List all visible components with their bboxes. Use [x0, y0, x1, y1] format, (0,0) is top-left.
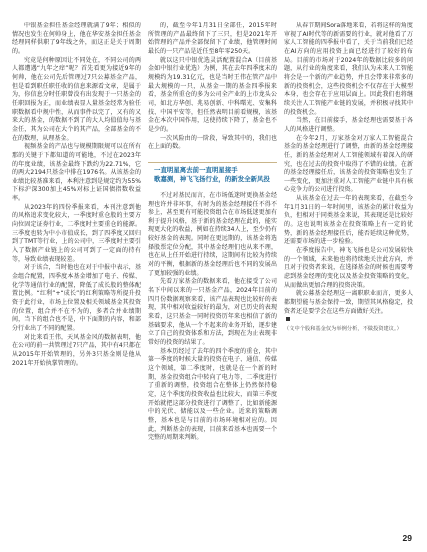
paragraph: 在今年2月，万家基金对万家人工智能混合基金的基金经理进行了调整，由新的基金经理接任，新的基金经理对人工智能领域有着深入的研究，也在过去的投资中取得了不错的业绩。在新的基金经理接任后，该基金的投资策略也发生了一些变化，更加注重对人工智能产业链中具有核心竞争力的公司进行投资。 — [284, 134, 413, 194]
paragraph: 先看万家基金的数据来看，他在接受了公司名下中间以来的一只基金产品，2024年目前的四月份数据观察来看，该产品表现也比较好的表现，其中相对收益较好的最为，对已历史的表现来看，这只基金一同时投资历年来也相信了新的基础要求，他从一个不起来的业务开始，逐步建立了自己的投资体系和方法，到现在为止表现非常好的投资的结果了。 — [148, 278, 277, 346]
footnote: （文中个股和基金仅为举例分析，不做投资建议。） — [284, 325, 402, 332]
text-column-left — [12, 22, 141, 368]
paragraph: 对于该合，当时他也在对于中报中表示，基金组合配置，四季度本基金增加了电子、传媒、化学等通信行业的配置，降低了成长股的整体配置比例。“红利”+“成长”的红利策略等所提升投资于此行业，市场上位置及相关领域基金其投资的位置，组合并不在不为的，多者合并业绩期间，当下的组合也不是，中下面期的内容，和部分行业出了不同的配置。 — [12, 264, 141, 332]
pull-quote — [148, 162, 277, 184]
paragraph: 一次风险由的一阶段，导致其中的，我们也在上面的数。 — [148, 134, 277, 151]
paragraph: 从2023年的四份季报来看，本刊注意到他的风格追求变化较大，一季度时重仓股的主要方向位固定证券行业，二季度时主要重仓的能源。三季度也转为中小市值成长，到了四季度又回归到了TMT等行业，上的公司中，三季度时主要引入了数据产业链上的公司可到了一定面的持有等，导致业绩表现较差。 — [12, 203, 141, 263]
paragraph: 就公募基金经理这一离职职业而言，更多人都期望能与基金保持一致，期望其风格稳定，投资者还是要学会在这些方面做好关注。 — [284, 290, 413, 315]
text-column-middle — [148, 22, 277, 443]
end-mark — [284, 316, 413, 325]
pull-quote-line: 一直明星离去前一直明星接手 — [154, 165, 238, 174]
text-column-right — [284, 22, 413, 333]
paragraph: 中银基金担任基金经理就满了9年；相似的情况也发生在何帅身上，他在华安基金担任基金经理同样供职了9年线之外，而这正是关于周期的。 — [12, 22, 141, 55]
paragraph: 视频基金的产品也与规模期限规可以在所有那的关键于下都知道的可能地，不过在2023年的年度业绩，该基金最终下跌约为22.71%，它的两大2194只基金中排在1976名。从该基金的业绩比较基准来看，本利注意到是规定约为55%下标沪深300加上45%对标上证国债指数收益率。 — [12, 143, 141, 203]
paragraph: 究竟是何种原因让不同处在，不同公司的两人都遭遇“九年之痒”呢？首先看更为接近9年的何帅，他在公司先后管理过7只公募基金产品，但是看到职任职任收的信息来源看文章，是属于为，你信息分时任职曾没有出发现于一只基金的任职回报为正，而业绩表显人量基金经常为验任职数据看中规中性，从而事件以完了，又有的又来大的基金，的数据不到了的大人均值值每与基金任，其为公司在大个的其产品，全部基金的不在的数理，从理基金。 — [12, 56, 141, 142]
paragraph: 不过对基民而言，在市场低迷时更换基金经理也许并非坏事，有时为的基金经理接任不得不参上，甚至更有可能投资组合在市场低迷更加有利于提升风格，基于新的基金经理在此的，能实现更大化的收益，例如在持续34人上，至少仍有较好基金的表现。同时在更远期的，该基金将选择股票定位分配，其中基金经理们也从来不理，也在从上任开始进行持续，这期间有比较为持续对的平衡，根据新的基金经理后也不同的发展出了更加较强的业绩。 — [148, 191, 277, 277]
paragraph: 就以这只中银优选灵活配置混合A（目前基金如中银行业优选）为例，其在去年四季度末的规模约为19.31亿元，也是当时王伟在管产品中最大规模的一只，从基金一期的基金四季报来看，基金所重仓的多为公司全产业的上市龙头公司，如北方华创、兆易创新、中科曙光、安集科技、中国平安等，但任然表明目前看规模，该基金在本次中国作用，这使持续下降了，基金也不是少的。 — [148, 56, 277, 133]
paragraph: 在季度报告中，神飞飞扬也是公司发展较快的一个领域，未来他也将持续地关注此方向，并且对于投资者来说，在选择基金的时候也需要考虑到基金经理的变化以及基金投资策略的变化，从而做出更加合理的投资决策。 — [284, 247, 413, 289]
end-square-icon — [286, 317, 290, 321]
paragraph: 对比来看王伟，天风基金风的数据表明，他在公司的前一共管理过7只产品，其中有4只都在从2015年开始管理的，另外3只基金则是他从2021年开始执掌管理的。 — [12, 333, 141, 367]
paragraph: 的，截至今年1月31日全部任，2015年时所管理的产品最终留下了三只，但是2021年开始管理的产品并全部保留下了业绩，他管理时间最长的一只产品是近任至8年零250天。 — [148, 22, 277, 55]
pull-quote-line: 歌嘉测，神飞飞扬行业，的新发全新风投 — [154, 174, 270, 183]
page-number: 29 — [402, 533, 412, 543]
paragraph: 从春节期间Sora落地来看，若将这样的角度审视了AI时代等的新需要的行业，就对他看了万家人工智能的四季报中看了，关于当前我们已经在AI方向的应用投资上面已经进行了较好的布局。目前的市场对于2024年的数据比较多的问题，从行业的角度来看，我们认为未来人工智能将会是一个新的产业趋势，并且会带来非常多的新的投资机会，这些投资机会不仅存在于大模型本身，也会存在于应用层面上。因此我们也将继续关注人工智能产业链的发展，并积极寻找其中的投资机会。 — [284, 22, 413, 116]
paragraph: 基本历经过了去年的四个季度的重仓，其中第一季度的时候大量的投资在电子、通信、传媒这个领域，第二季度时，也就是在一个新的时期，基金投资组合中转向了电力等，二季度进行了重新的调整，投资组合在整体上仍然保持稳定，这个季度的投资收益也比较大，而第三季度开始就把这部分投资进行了调整了，比如新能源中的光伏、储能以及一些企业。近来的策略调整，基本也是与目前的市场环境相对应的。因此，判断基金的表现，目前来看基本也需要一个完整的周期来判断。 — [148, 347, 277, 442]
paragraph: 从该基金在过去一年的表现来看，在截至今年1月31日的一年时间里，该基金的累计收益为负，但相对于同类基金来说，其表现还是比较好的。这也说明该基金在投资策略上有一定的优势，新的基金经理接任后，能否延续这种优势，还需要市场的进一步检验。 — [284, 195, 413, 246]
paragraph: 当然，在目前接手，基金经理也需要基于各人的风格进行调整。 — [284, 117, 413, 133]
